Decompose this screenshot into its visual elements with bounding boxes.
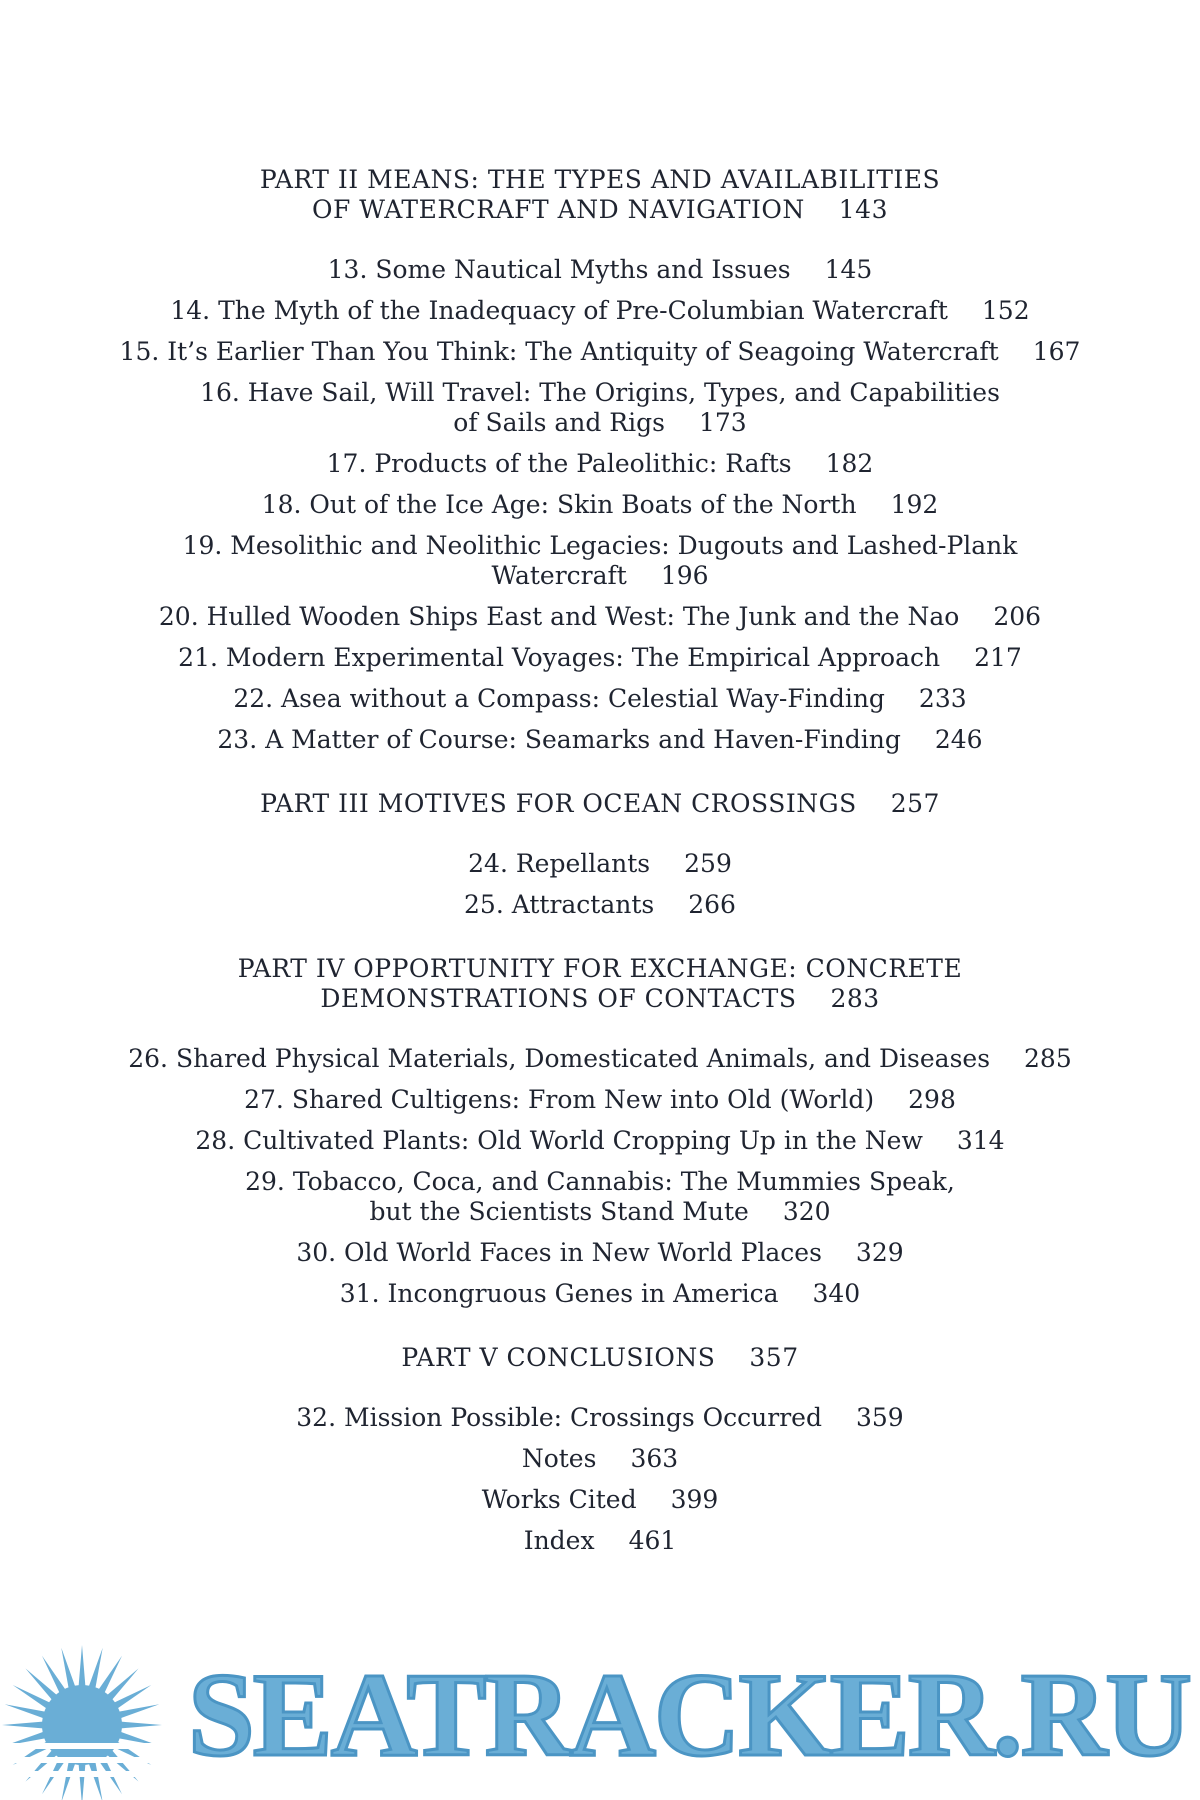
- entry-title-continued: of Sails and Rigs: [453, 408, 665, 437]
- part-page-number: 143: [838, 195, 888, 224]
- entry-title: 15. It’s Earlier Than You Think: The Antiquity of Seagoing Watercraft: [119, 337, 999, 366]
- toc-entry[interactable]: [0, 1485, 1200, 1515]
- toc-entry[interactable]: [0, 725, 1200, 755]
- toc-entry[interactable]: [0, 1085, 1200, 1115]
- part-page-number: 357: [749, 1343, 799, 1372]
- toc-entry[interactable]: [0, 1044, 1200, 1074]
- table-of-contents: [0, 165, 1200, 1567]
- chapter-list: [0, 255, 1200, 755]
- entry-title: Works Cited: [481, 1485, 637, 1514]
- entry-title: 19. Mesolithic and Neolithic Legacies: Dugouts and Lashed-Plank: [182, 531, 1018, 560]
- toc-entry[interactable]: [0, 643, 1200, 673]
- watermark-text: SEATRACKER.RU: [188, 1648, 1190, 1781]
- entry-page-number: 363: [630, 1444, 679, 1473]
- entry-page-number: 152: [981, 296, 1030, 325]
- entry-title: 13. Some Nautical Myths and Issues: [327, 255, 791, 284]
- entry-title: 30. Old World Faces in New World Places: [296, 1238, 822, 1267]
- sun-ray: [61, 1648, 75, 1690]
- part-title-line: PART V CONCLUSIONS: [401, 1343, 716, 1372]
- entry-page-number: 461: [628, 1526, 677, 1555]
- toc-entry[interactable]: [0, 1526, 1200, 1556]
- part-title-line: PART II MEANS: THE TYPES AND AVAILABILITIES: [259, 165, 941, 194]
- sun-ray: [88, 1761, 102, 1800]
- entry-page-number: 217: [974, 643, 1022, 672]
- entry-page-number: 285: [1024, 1044, 1072, 1073]
- toc-entry[interactable]: [0, 1403, 1200, 1433]
- sun-ray: [61, 1761, 75, 1800]
- entry-page-number: 233: [918, 684, 967, 713]
- entry-page-number: 145: [824, 255, 873, 284]
- entry-title: 31. Incongruous Genes in America: [339, 1279, 779, 1308]
- entry-title: 18. Out of the Ice Age: Skin Boats of the North: [261, 490, 857, 519]
- entry-page-number: 206: [993, 602, 1042, 631]
- sun-icon: [0, 1625, 180, 1800]
- sun-ray: [2, 1722, 44, 1729]
- part-title-line: PART IV OPPORTUNITY FOR EXCHANGE: CONCRETE: [237, 954, 963, 983]
- entry-page-number: 320: [782, 1197, 831, 1226]
- part-title-line: DEMONSTRATIONS OF CONTACTS: [320, 984, 797, 1013]
- entry-title: 29. Tobacco, Coca, and Cannabis: The Mummies Speak,: [245, 1167, 955, 1196]
- entry-page-number: 182: [825, 449, 874, 478]
- entry-title: 28. Cultivated Plants: Old World Cropping Up in the New: [195, 1126, 923, 1155]
- entry-title: 16. Have Sail, Will Travel: The Origins, Types, and Capabilities: [200, 378, 1000, 407]
- entry-title: 25. Attractants: [464, 890, 655, 919]
- entry-page-number: 399: [670, 1485, 719, 1514]
- part-heading: [0, 165, 1200, 225]
- entry-page-number: 329: [855, 1238, 904, 1267]
- entry-page-number: 192: [890, 490, 939, 519]
- entry-page-number: 359: [855, 1403, 904, 1432]
- entry-title: 24. Repellants: [468, 849, 651, 878]
- entry-page-number: 340: [812, 1279, 861, 1308]
- toc-entry[interactable]: [0, 1126, 1200, 1156]
- toc-entry[interactable]: [0, 602, 1200, 632]
- chapter-list: [0, 1403, 1200, 1556]
- entry-page-number: 167: [1032, 337, 1081, 366]
- toc-entry[interactable]: [0, 449, 1200, 479]
- sun-ray: [118, 1704, 160, 1718]
- part-page-number: 257: [890, 789, 940, 818]
- entry-title: Notes: [521, 1444, 597, 1473]
- entry-page-number: 314: [956, 1126, 1005, 1155]
- sun-ray: [5, 1704, 47, 1718]
- toc-entry[interactable]: [0, 378, 1200, 438]
- toc-entry[interactable]: [0, 490, 1200, 520]
- toc-entry[interactable]: [0, 1444, 1200, 1474]
- toc-entry[interactable]: [0, 337, 1200, 367]
- entry-title: 27. Shared Cultigens: From New into Old (World): [244, 1085, 875, 1114]
- toc-entry[interactable]: [0, 255, 1200, 285]
- part-heading: [0, 789, 1200, 819]
- toc-entry[interactable]: [0, 1167, 1200, 1227]
- part-page-number: 283: [830, 984, 880, 1013]
- watermark: [0, 1625, 1200, 1800]
- toc-entry[interactable]: [0, 531, 1200, 591]
- toc-entry[interactable]: [0, 890, 1200, 920]
- part-title-line: OF WATERCRAFT AND NAVIGATION: [312, 195, 805, 224]
- entry-page-number: 173: [698, 408, 747, 437]
- entry-page-number: 266: [688, 890, 736, 919]
- entry-title: 17. Products of the Paleolithic: Rafts: [326, 449, 792, 478]
- entry-title: 20. Hulled Wooden Ships East and West: The Junk and the Nao: [158, 602, 960, 631]
- entry-page-number: 259: [684, 849, 732, 878]
- entry-title: 22. Asea without a Compass: Celestial Way-Finding: [233, 684, 885, 713]
- toc-entry[interactable]: [0, 684, 1200, 714]
- entry-page-number: 298: [908, 1085, 956, 1114]
- entry-page-number: 196: [660, 561, 709, 590]
- part-heading: [0, 1343, 1200, 1373]
- sun-ray: [88, 1648, 102, 1690]
- sun-ray: [79, 1763, 86, 1800]
- chapter-list: [0, 1044, 1200, 1309]
- part-title-line: PART III MOTIVES FOR OCEAN CROSSINGS: [260, 789, 857, 818]
- entry-title-continued: Watercraft: [491, 561, 627, 590]
- toc-entry[interactable]: [0, 1279, 1200, 1309]
- entry-title: 14. The Myth of the Inadequacy of Pre-Columbian Watercraft: [170, 296, 948, 325]
- part-heading: [0, 954, 1200, 1014]
- toc-entry[interactable]: [0, 1238, 1200, 1268]
- entry-title: 32. Mission Possible: Crossings Occurred: [296, 1403, 822, 1432]
- sun-ray: [120, 1722, 162, 1729]
- entry-page-number: 246: [934, 725, 983, 754]
- toc-entry[interactable]: [0, 296, 1200, 326]
- sun-ray: [79, 1645, 86, 1687]
- entry-title: 26. Shared Physical Materials, Domesticated Animals, and Diseases: [128, 1044, 991, 1073]
- entry-title: 23. A Matter of Course: Seamarks and Haven-Finding: [217, 725, 901, 754]
- entry-title: Index: [523, 1526, 595, 1555]
- sun-disc: [42, 1685, 122, 1765]
- toc-entry[interactable]: [0, 849, 1200, 879]
- entry-title-continued: but the Scientists Stand Mute: [369, 1197, 749, 1226]
- chapter-list: [0, 849, 1200, 920]
- entry-title: 21. Modern Experimental Voyages: The Empirical Approach: [178, 643, 941, 672]
